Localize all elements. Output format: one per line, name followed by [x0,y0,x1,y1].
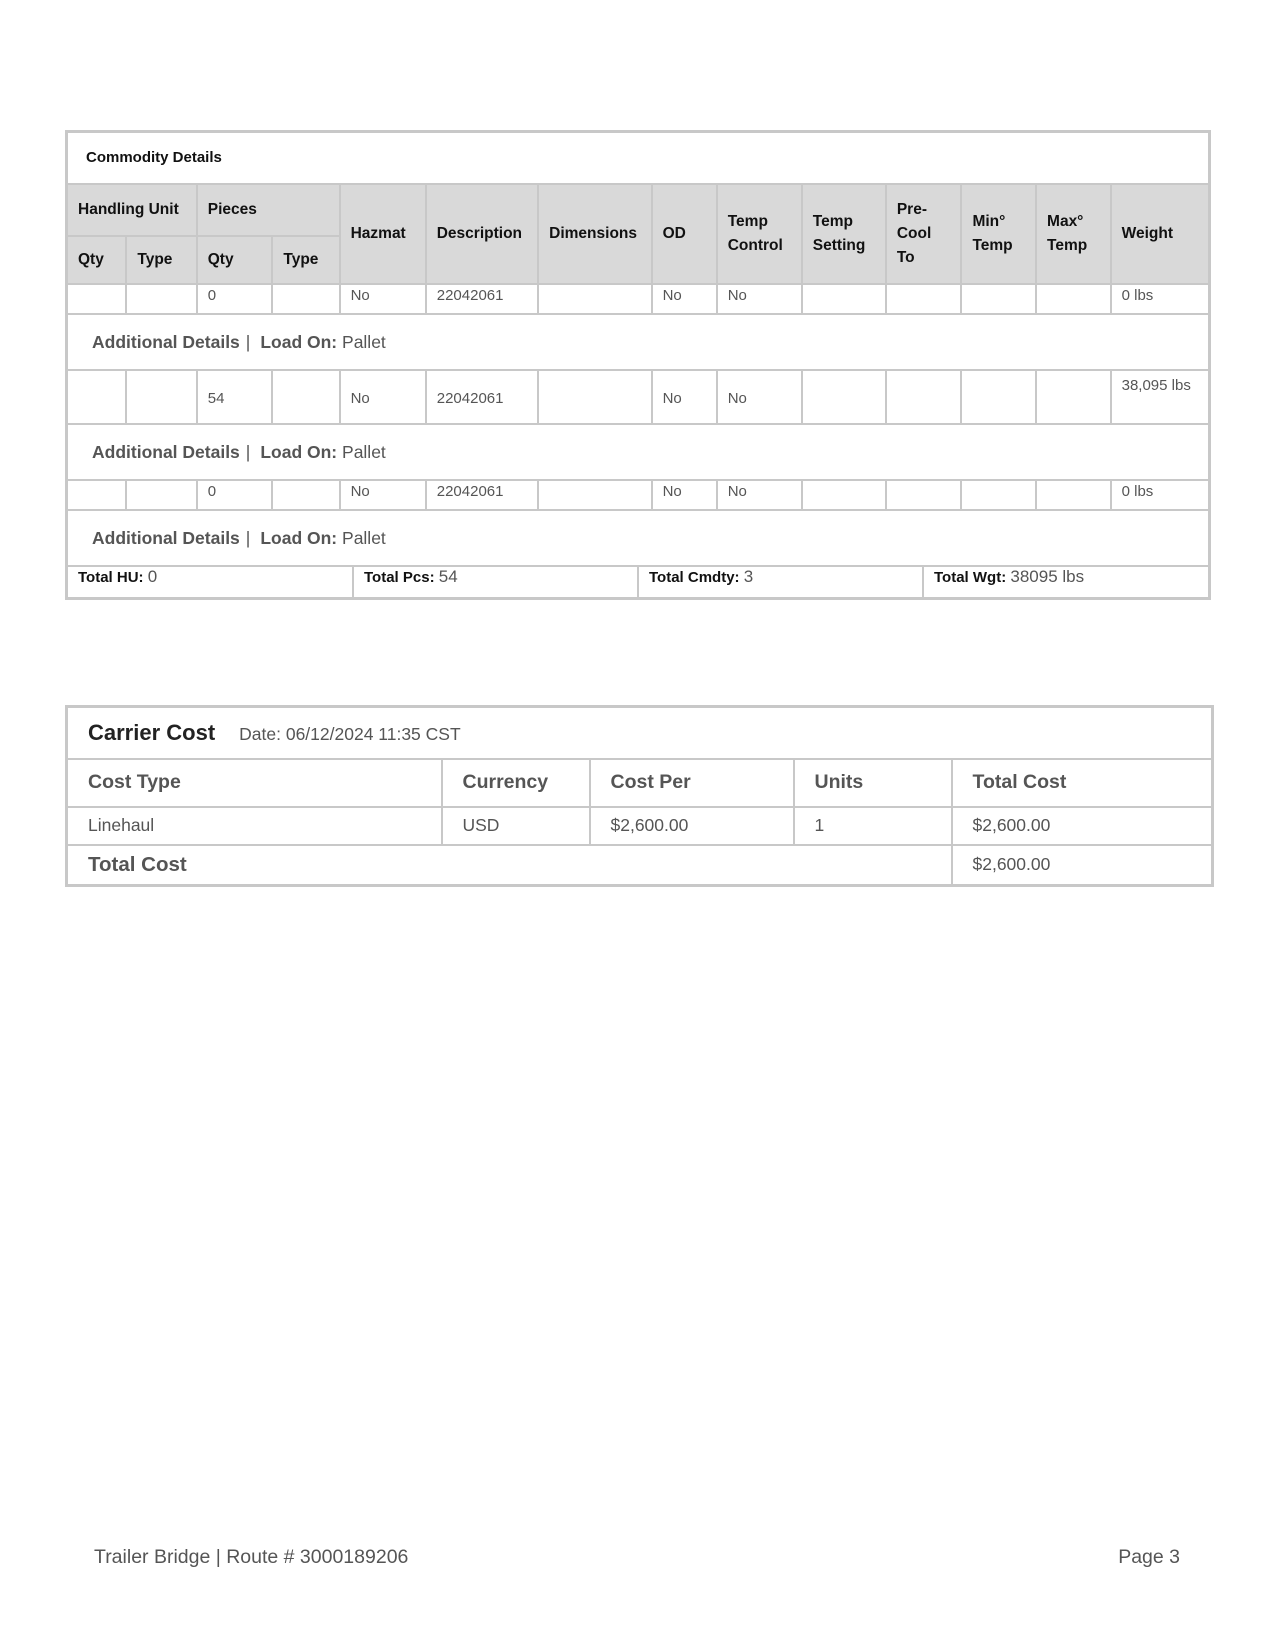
additional-details-label: Additional Details [92,527,240,548]
header-hu-type: Type [126,236,196,284]
cell-temp-setting [802,284,886,314]
total-pcs [353,567,638,597]
cell-hu-qty [67,480,127,510]
carrier-cost-column-headers [67,759,1213,807]
cell-max-temp [1036,370,1111,424]
additional-details-label: Additional Details [92,441,240,462]
cell-od: No [652,370,717,424]
commodity-details-title: Commodity Details [67,132,1210,185]
cell-hu-qty [67,284,127,314]
cell-pcs-qty: 54 [197,370,273,424]
total-pcs-value: 54 [438,567,458,586]
additional-details-label: Additional Details [92,331,240,352]
cell-description: 22042061 [426,284,538,314]
cell-temp-setting [802,370,886,424]
details-separator: | [245,331,251,352]
total-hu [68,567,353,597]
header-temp-control: Temp Control [717,184,802,284]
header-units: Units [794,759,952,807]
carrier-cost-header [67,707,1213,759]
total-cost-value: $2,600.00 [952,845,1213,886]
total-cmdty-value: 3 [743,567,754,586]
cell-dimensions [538,370,651,424]
cell-max-temp [1036,284,1111,314]
header-od: OD [652,184,717,284]
total-wgt-label: Total Wgt: [934,569,1007,586]
cell-description: 22042061 [426,370,538,424]
cell-description: 22042061 [426,480,538,510]
cell-temp-control: No [717,284,802,314]
header-pre-cool-to: Pre-Cool To [886,184,962,284]
totals-row [67,566,1210,599]
total-wgt-value: 38095 lbs [1010,567,1085,586]
cell-pre-cool [886,480,962,510]
cell-pcs-qty: 0 [197,480,273,510]
header-cost-type: Cost Type [67,759,442,807]
additional-details-row [67,314,1210,370]
additional-details-row [67,510,1210,566]
cell-pcs-qty: 0 [197,284,273,314]
header-dimensions: Dimensions [538,184,651,284]
cell-hazmat: No [340,284,426,314]
header-total-cost: Total Cost [952,759,1213,807]
totals-table [68,567,1208,597]
cell-temp-setting [802,480,886,510]
total-hu-value: 0 [147,567,158,586]
cell-cost-per: $2,600.00 [590,807,794,845]
total-cmdty [638,567,923,597]
cell-min-temp [961,284,1036,314]
cell-pre-cool [886,370,962,424]
header-hu-qty: Qty [67,236,127,284]
commodity-details-table [65,130,1211,600]
cell-pre-cool [886,284,962,314]
additional-details-row [67,424,1210,480]
cell-od: No [652,284,717,314]
cell-pcs-type [272,480,339,510]
header-hazmat: Hazmat [340,184,426,284]
load-on-label: Load On: [260,527,338,548]
cell-dimensions [538,480,651,510]
header-weight: Weight [1111,184,1210,284]
header-currency: Currency [442,759,590,807]
table-row [67,284,1210,314]
cell-hazmat: No [340,370,426,424]
load-on-value: Pallet [342,441,386,462]
cell-hazmat: No [340,480,426,510]
footer-page-number: Page 3 [1118,1546,1180,1568]
cell-total-cost: $2,600.00 [952,807,1213,845]
table-row [67,807,1213,845]
details-separator: | [245,527,251,548]
header-pcs-qty: Qty [197,236,273,284]
cell-temp-control: No [717,480,802,510]
cell-min-temp [961,480,1036,510]
cell-hu-type [126,480,196,510]
carrier-cost-table [65,705,1214,887]
cell-currency: USD [442,807,590,845]
total-cmdty-label: Total Cmdty: [649,569,740,586]
cell-pcs-type [272,284,339,314]
total-hu-label: Total HU: [78,569,144,586]
cell-temp-control: No [717,370,802,424]
header-max-temp: Max° Temp [1036,184,1111,284]
total-pcs-label: Total Pcs: [364,569,435,586]
total-wgt [923,567,1208,597]
header-pieces: Pieces [197,184,340,236]
cell-dimensions [538,284,651,314]
cell-min-temp [961,370,1036,424]
load-on-value: Pallet [342,527,386,548]
total-cost-label: Total Cost [67,845,952,886]
cell-units: 1 [794,807,952,845]
cell-cost-type: Linehaul [67,807,442,845]
footer-route: Trailer Bridge | Route # 3000189206 [94,1546,409,1568]
header-cost-per: Cost Per [590,759,794,807]
header-pcs-type: Type [272,236,339,284]
cell-hu-qty [67,370,127,424]
header-description: Description [426,184,538,284]
table-row [67,480,1210,510]
header-temp-setting: Temp Setting [802,184,886,284]
carrier-cost-date: Date: 06/12/2024 11:35 CST [239,723,461,744]
load-on-label: Load On: [260,331,338,352]
cell-hu-type [126,370,196,424]
table-row [67,370,1210,424]
header-min-temp: Min° Temp [961,184,1036,284]
cell-pcs-type [272,370,339,424]
carrier-cost-title: Carrier Cost [88,719,216,745]
cell-od: No [652,480,717,510]
load-on-value: Pallet [342,331,386,352]
cell-hu-type [126,284,196,314]
cell-weight: 0 lbs [1111,480,1210,510]
cell-weight: 38,095 lbs [1111,370,1210,424]
carrier-cost-total-row [67,845,1213,886]
cell-max-temp [1036,480,1111,510]
details-separator: | [245,441,251,462]
header-handling-unit: Handling Unit [67,184,197,236]
load-on-label: Load On: [260,441,338,462]
cell-weight: 0 lbs [1111,284,1210,314]
